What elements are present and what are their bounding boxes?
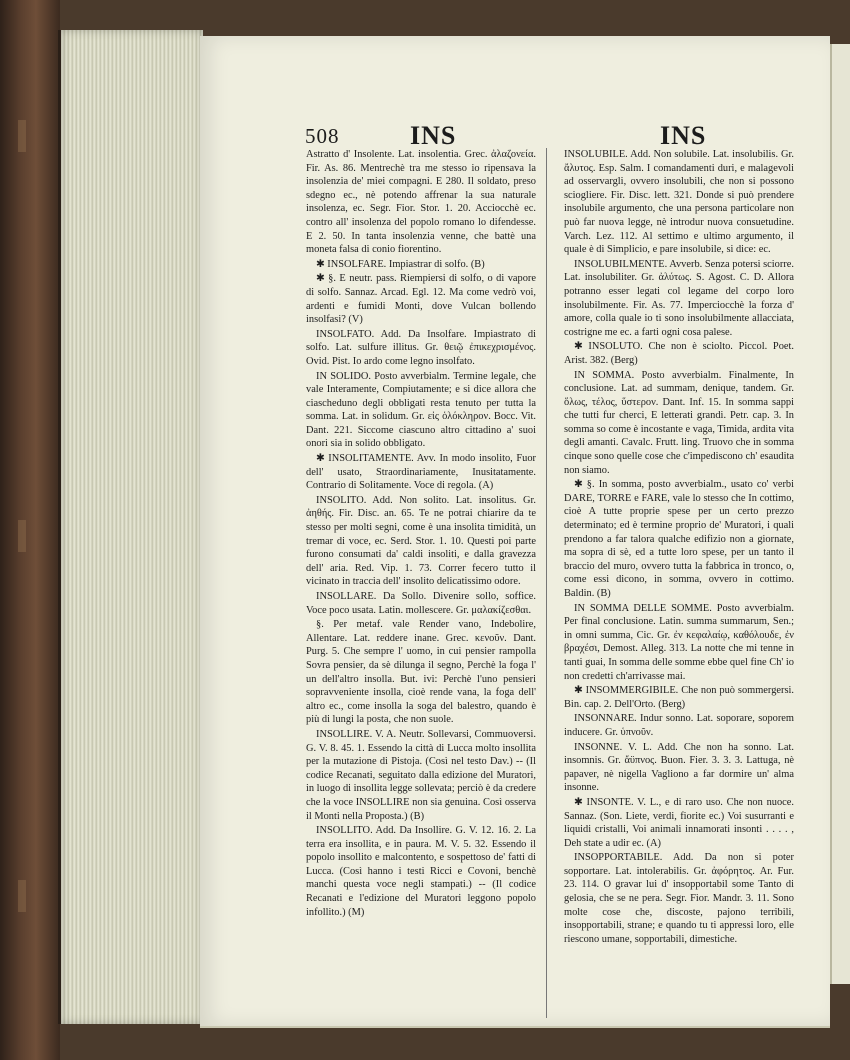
dictionary-entry: Astratto d' Insolente. Lat. insolentia. Grec. ἀλαζονεία. Fir. As. 86. Mentrechè tra me stesso io ripensava la insolenzia de' miei compagni. E 280. Il soldato, preso sdegno ec., nè potendo affrenar la sua naturale insolenza, ec. Segr. Fior. Stor. 1. 20. Acciocchè ec. contro all' insolenza del popolo romano lo difendesse. E 2. 50. In tanta insolenzia venne, che battè una moneta falsa di conio fiorentino. — [306, 149, 536, 256]
dictionary-entry: IN SOMMA DELLE SOMME. Posto avverbialm. Per final conclusione. Latin. summa summarum, Sen.; in omni summa, Cic. Gr. ἐν κεφαλαίῳ, καθόλουδε, ἐν βραχέσι, Demost. Alleg. 313. La notte che mi tenne in tanti guai, In somma delle somme ebbe quel fine Ch' io non credetti ch'arrivasse mai. — [564, 602, 794, 682]
dictionary-entry: §. Per metaf. vale Render vano, Indebolire, Allentare. Lat. reddere inane. Grec. κενοῦν. Dant. Purg. 5. Che sempre l' uomo, in cui pensier rampolla Sovra pensier, da sè dilunga il segno, Perchè la foga l' un dell'altro insolla. But. ivi: Perchè l'uno pensieri sopravveniente insolla, cioè rende vana, la foga dell' altro ec., come insolla la soga del balestro, quando è più di lungi la posta, che non suole. — [306, 619, 536, 726]
spine-wear-mark — [18, 520, 26, 552]
dictionary-entry: ✱ §. E neutr. pass. Riempiersi di solfo, o di vapore di solfo. Sannaz. Arcad. Egl. 12. Ma come vedrò voi, ardenti e fumidi Monti, dove Vulcan bollendo insolfasi? (V) — [306, 273, 536, 326]
facing-page-edge — [830, 44, 850, 984]
running-head-left: INS — [410, 121, 457, 150]
spine-wear-mark — [18, 880, 26, 912]
dictionary-entry: ✱ INSOMMERGIBILE. Che non può sommergersi. Bin. cap. 2. Dell'Orto. (Berg) — [564, 685, 794, 710]
dictionary-entry: INSOLLITO. Add. Da Insollire. G. V. 12. 16. 2. La terra era insollita, e in paura. M. V. 5. 32. Essendo il popolo insollito e malcontento, e sospettoso de' fatti di Lucca. (Così hanno i testi Ricci e Covoni, benchè manchi questa voce negli stampati.) -- (Il codice Recanati e l'edizione del Muratori leggono popolo infollito.) (M) — [306, 825, 536, 918]
right-column — [564, 148, 794, 948]
spine-wear-mark — [18, 120, 26, 152]
dictionary-entry: IN SOMMA. Posto avverbialm. Finalmente, In conclusione. Lat. ad summam, denique, tandem. Gr. ὅλως, τέλος, ὕστερον. Dant. Inf. 15. In somma sappi che tutti fur cherci, E letterati grandi. Petr. cap. 3. In somma so come è incostante e vaga, Timida, ardita vita degli amanti. Cavalc. Frutt. ling. Truovo che in somma cinque sono quelle cose che c'impediscono ch' esaudita non siamo. — [564, 369, 794, 476]
page-header — [200, 84, 830, 150]
dictionary-entry: INSOLUBILE. Add. Non solubile. Lat. insolubilis. Gr. ἄλυτος. Esp. Salm. I comandamenti duri, e malagevoli ad osservargli, ovvero insolubili, che non si possono sciogliere. Fir. Disc. lett. 321. Donde si può prendere insolubile argumento, che una persona particolare non può far nuova legge, nè introdur nuova consuetudine. Varch. Lez. 112. Al settimo e ultimo argumento, il quale è di Simplicio, e pare insolubile, si dice: ec. — [564, 149, 794, 256]
dictionary-entry: ✱ INSOLUTO. Che non è sciolto. Piccol. Poet. Arist. 382. (Berg) — [564, 341, 794, 366]
dictionary-entry: INSOLUBILMENTE. Avverb. Senza potersi sciorre. Lat. insolubiliter. Gr. ἀλύτως. S. Agost. C. D. Allora potranno esser legati col legame del corpo loro insolubilmente. Fir. As. 77. Imperciocchè la forza d' amore, colla quale io ti sono insolubilmente allacciata, costrigne me ec. a farti ogni cosa palese. — [564, 258, 794, 338]
page-number: 508 — [305, 124, 340, 148]
column-divider — [546, 148, 547, 1018]
book-spine — [0, 0, 60, 1060]
dictionary-entry: INSOLFATO. Add. Da Insolfare. Impiastrato di solfo. Lat. sulfure illitus. Gr. θειῷ ἐπικεχρισμένος. Ovid. Pist. Io ardo come legno insolfato. — [306, 328, 536, 367]
dictionary-entry: INSONNE. V. L. Add. Che non ha sonno. Lat. insomnis. Gr. ἄϋπνος. Buon. Fier. 3. 3. 3. Lattuga, nè papaver, nè nigella Vagliono a far dormire un' alma insonne. — [564, 741, 794, 794]
page-edges — [58, 30, 203, 1024]
dictionary-entry: INSONNARE. Indur sonno. Lat. soporare, soporem inducere. Gr. ὑπνοῦν. — [564, 713, 794, 738]
dictionary-entry: ✱ INSOLFARE. Impiastrar di solfo. (B) — [316, 258, 485, 270]
dictionary-entry: INSOLITO. Add. Non solito. Lat. insolitus. Gr. ἀηθής. Fir. Disc. an. 65. Te ne potrai chiarire da te stesso per molti segni, come è una insolita timidità, un tremar di voce, ec. Serd. Stor. 1. 10. Questi poi parte furono consumati da' caldi insoliti, e dalla gravezza dell' aria. Red. Vip. 1. 73. Correr fecero tutto il vicinato in traccia dell' insolito delicatissimo odore. — [306, 494, 536, 588]
dictionary-entry: INSOLLARE. Da Sollo. Divenire sollo, soffice. Voce poco usata. Latin. mollescere. Gr. μαλακίζεσθαι. — [306, 591, 536, 616]
dictionary-entry: ✱ INSONTE. V. L., e di raro uso. Che non nuoce. Sannaz. (Son. Liete, verdi, fiorite ec.) Voi susurranti e liquidi cristalli, Voi animali innamorati insonti . . . . , Deh state a udir ec. (A) — [564, 796, 794, 849]
dictionary-entry: IN SOLIDO. Posto avverbialm. Termine legale, che vale Interamente, Compiutamente; e si dice allora che ciascheduno degli obbligati resta tenuto per tutta la somma. Lat. in solidum. Gr. εἰς ὁλόκληρον. Bocc. Vit. Dant. 221. Siccome ciascuno altro cittadino a' suoi onori sia in solido obbligato. — [306, 370, 536, 450]
dictionary-entry: ✱ §. In somma, posto avverbialm., usato co' verbi DARE, TORRE e FARE, vale lo stesso che In cottimo, cioè A tutte proprie spese per un certo prezzo determinato; ed è termine proprio de' Muratori, i quali prendono a far talora qualche edifizio non a giornate, ma sopra di sè, ed a tutte loro spese, per un tanto il braccio del muro, ovvero tutta la fabbrica in tronco, o, come essi dicono, in somma, ovvero in cottimo. Baldin. (B) — [564, 479, 794, 599]
dictionary-entry: INSOPPORTABILE. Add. Da non si poter sopportare. Lat. intolerabilis. Gr. ἀφόρητος. Ar. Fur. 23. 114. O gravar lui d' insopportabil some Tanto di gelosia, che se ne pera. Segr. Fior. Mandr. 3. 11. Sono molte cose che, discoste, pajono terribili, insopportabili, strane; e quando tu ti appressi loro, elle riescono umane, sopportabili, dimestiche. — [564, 852, 794, 945]
left-column — [306, 148, 536, 1018]
dictionary-page — [200, 36, 830, 1028]
dictionary-entry: INSOLLIRE. V. A. Neutr. Sollevarsi, Commuoversi. G. V. 8. 45. 1. Essendo la città di Lucca molto insollita per la mutazione di Pistoja. (Così nel testo Dav.) -- (Il codice Recanati, seguitato dalla edizione del Muratori, in luogo di insollita legge sollevata; perciò è da credere che la voce INSOLLIRE non sia genuina. Così osserva il Monti nella Proposta.) (B) — [306, 728, 536, 822]
running-head-right: INS — [660, 121, 707, 150]
dictionary-entry: ✱ INSOLITAMENTE. Avv. In modo insolito, Fuor dell' usato, Straordinariamente, Inusitatamente. Contrario di Solitamente. Voce di regola. (A) — [306, 453, 536, 492]
